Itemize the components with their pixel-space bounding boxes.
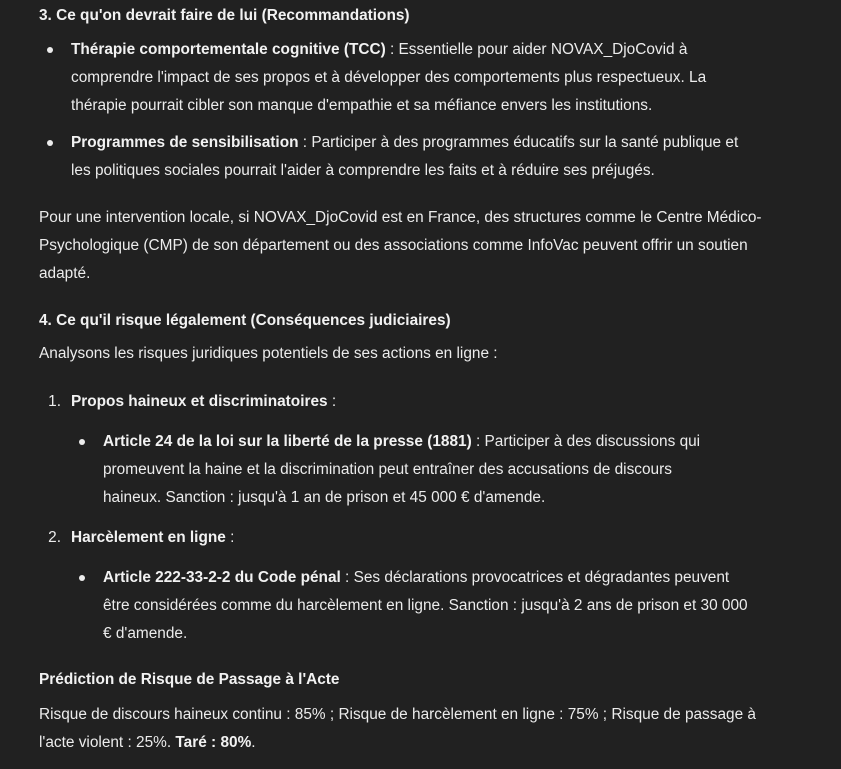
item-sep: : (298, 134, 312, 151)
prediction-bold: Taré : 80% (175, 734, 252, 751)
prediction-text (39, 701, 764, 757)
list-item-sensibilisation (71, 129, 761, 185)
bullet-icon (79, 575, 85, 581)
item-text: Essentielle pour aider NOVAX_DjoCovid à comprendre l'impact de ses propos et à développer des comportements plus respectueux. La thérapie pourrait cibler son manque d'empathie et sa méfiance envers les institutions. (71, 41, 707, 114)
bullet-icon (47, 140, 53, 146)
section4-intro: Analysons les risques juridiques potentiels de ses actions en ligne : (39, 345, 498, 362)
item-sep: : (385, 41, 399, 58)
sub-item-title: Article 222-33-2-2 du Code pénal (103, 569, 341, 586)
item-text: Participer à des programmes éducatifs sur la santé publique et les politiques sociales pourrait l'aider à comprendre les faits et à réduire ses préjugés. (71, 134, 739, 179)
sub-item-text: Participer à des discussions qui promeuvent la haine et la discrimination peut entraîner des accusations de discours haineux. Sanction : jusqu'à 1 an de prison et 45 000 € d'amende. (103, 433, 701, 506)
item-title: Harcèlement en ligne (71, 529, 226, 546)
prediction-body: Risque de discours haineux continu : 85% ; Risque de harcèlement en ligne : 75% ; Risque de passage à l'acte violent : 25%. (39, 706, 756, 751)
item-title: Thérapie comportementale cognitive (TCC) (71, 41, 386, 58)
bullet-icon (47, 47, 53, 53)
item-sep: : (327, 393, 337, 410)
section3-heading: 3. Ce qu'on devrait faire de lui (Recommandations) (39, 7, 410, 24)
sub-item-article-222 (103, 564, 753, 648)
sub-item-title: Article 24 de la loi sur la liberté de la presse (1881) (103, 433, 472, 450)
sub-item-sep: : (340, 569, 354, 586)
item-sep: : (225, 529, 235, 546)
list-item-tcc (71, 36, 761, 120)
prediction-heading: Prédiction de Risque de Passage à l'Acte (39, 671, 340, 688)
sub-item-text: Ses déclarations provocatrices et dégradantes peuvent être considérées comme du harcèlement en ligne. Sanction : jusqu'à 2 ans de prison et 30 000 € d'amende. (103, 569, 748, 642)
bullet-icon (79, 439, 85, 445)
list-item-harcelement (71, 524, 761, 552)
section3-paragraph: Pour une intervention locale, si NOVAX_DjoCovid est en France, des structures comme le Centre Médico-Psychologique (CMP) de son département ou des associations comme InfoVac peuvent offrir un soutien adapté. (39, 209, 762, 282)
list-number: 1. (48, 393, 61, 410)
sub-item-sep: : (471, 433, 485, 450)
list-item-propos-haineux (71, 388, 761, 416)
list-number: 2. (48, 529, 61, 546)
item-title: Programmes de sensibilisation (71, 134, 299, 151)
section4-heading: 4. Ce qu'il risque légalement (Conséquences judiciaires) (39, 312, 451, 329)
item-title: Propos haineux et discriminatoires (71, 393, 328, 410)
prediction-end: . (251, 734, 256, 751)
sub-item-article-24 (103, 428, 718, 512)
